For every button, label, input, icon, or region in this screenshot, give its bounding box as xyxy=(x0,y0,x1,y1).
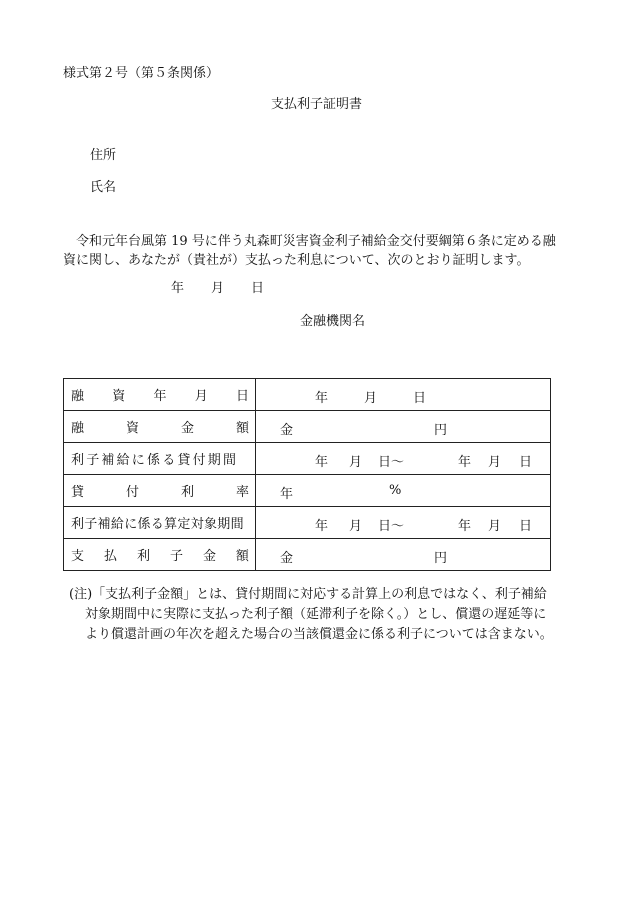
table-row xyxy=(64,379,551,411)
label-char: 融 xyxy=(71,389,85,404)
value-loan-date xyxy=(256,379,551,411)
value-month: 月 xyxy=(349,519,363,534)
address-label: 住所 xyxy=(90,148,117,163)
value-prefix: 金 xyxy=(280,551,294,566)
institution-label: 金融機関名 xyxy=(300,314,366,329)
date-month: 月 xyxy=(211,281,225,296)
value-month: 月 xyxy=(488,519,502,534)
footnote-line-3: より償還計画の年次を超えた場合の当該償還金に係る利子については含まない。 xyxy=(85,627,553,642)
table-row xyxy=(64,539,551,571)
label-char: 貸 xyxy=(71,485,85,500)
value-day: 日 xyxy=(413,391,427,406)
value-prefix: 金 xyxy=(280,423,294,438)
value-month: 月 xyxy=(364,391,378,406)
value-year: 年 xyxy=(315,519,329,534)
value-loan-period xyxy=(256,443,551,475)
row-label-loan-period xyxy=(64,443,256,475)
date-day: 日 xyxy=(251,281,265,296)
label-char: 金 xyxy=(202,549,216,564)
value-unit: % xyxy=(389,483,402,498)
table-row xyxy=(64,507,551,539)
label-char: 払 xyxy=(103,549,117,564)
value-interest-rate xyxy=(256,475,551,507)
row-label-calc-period xyxy=(64,507,256,539)
value-month: 月 xyxy=(349,455,363,470)
document-title: 支払利子証明書 xyxy=(271,97,363,112)
statement-line-1: 令和元年台風第 19 号に伴う丸森町災害資金利子補給金交付要綱第６条に定める融 xyxy=(76,234,556,249)
label-char: 額 xyxy=(235,421,249,436)
row-label-interest-rate xyxy=(64,475,256,507)
label-char: 利 xyxy=(180,485,194,500)
value-year: 年 xyxy=(315,391,329,406)
row-label-interest-paid xyxy=(64,539,256,571)
row-label-loan-amount xyxy=(64,411,256,443)
table-row xyxy=(64,475,551,507)
label-char: 率 xyxy=(235,485,249,500)
interest-table xyxy=(63,378,551,571)
label-char: 付 xyxy=(125,485,139,500)
statement-line-2: 資に関し、あなたが（貴社が）支払った利息について、次のとおり証明します。 xyxy=(63,253,530,268)
label-char: 支 xyxy=(71,549,85,564)
label-char: 資 xyxy=(112,389,126,404)
value-day: 日 xyxy=(519,455,533,470)
value-unit: 円 xyxy=(434,423,448,438)
value-unit: 円 xyxy=(434,551,448,566)
label-text: 利子補給に係る算定対象期間 xyxy=(71,517,244,532)
footnote-line-1: (注)「支払利子金額」とは、貸付期間に対応する計算上の利息ではなく、利子補給 xyxy=(69,587,547,602)
table-row xyxy=(64,411,551,443)
label-text: 利子補給に係る貸付期間 xyxy=(71,453,239,468)
label-char: 資 xyxy=(125,421,139,436)
label-char: 子 xyxy=(169,549,183,564)
label-char: 利 xyxy=(136,549,150,564)
value-year: 年 xyxy=(315,455,329,470)
label-char: 額 xyxy=(235,549,249,564)
row-label-loan-date xyxy=(64,379,256,411)
value-day-tilde: 日〜 xyxy=(378,455,405,470)
value-calc-period xyxy=(256,507,551,539)
label-char: 年 xyxy=(153,389,167,404)
value-loan-amount xyxy=(256,411,551,443)
footnote xyxy=(69,585,589,645)
name-label: 氏名 xyxy=(90,180,117,195)
value-year: 年 xyxy=(458,519,472,534)
certification-statement xyxy=(63,232,583,270)
label-char: 金 xyxy=(180,421,194,436)
value-day: 日 xyxy=(519,519,533,534)
label-char: 融 xyxy=(71,421,85,436)
date-year: 年 xyxy=(171,281,185,296)
footnote-line-2: 対象期間中に実際に支払った利子額（延滞利子を除く。）とし、償還の遅延等に xyxy=(85,607,547,622)
value-day-tilde: 日〜 xyxy=(378,519,405,534)
table-row xyxy=(64,443,551,475)
label-char: 月 xyxy=(194,389,208,404)
form-number: 様式第２号（第５条関係） xyxy=(63,66,220,81)
value-year: 年 xyxy=(458,455,472,470)
value-month: 月 xyxy=(488,455,502,470)
value-interest-paid xyxy=(256,539,551,571)
value-prefix: 年 xyxy=(280,487,294,502)
label-char: 日 xyxy=(235,389,249,404)
